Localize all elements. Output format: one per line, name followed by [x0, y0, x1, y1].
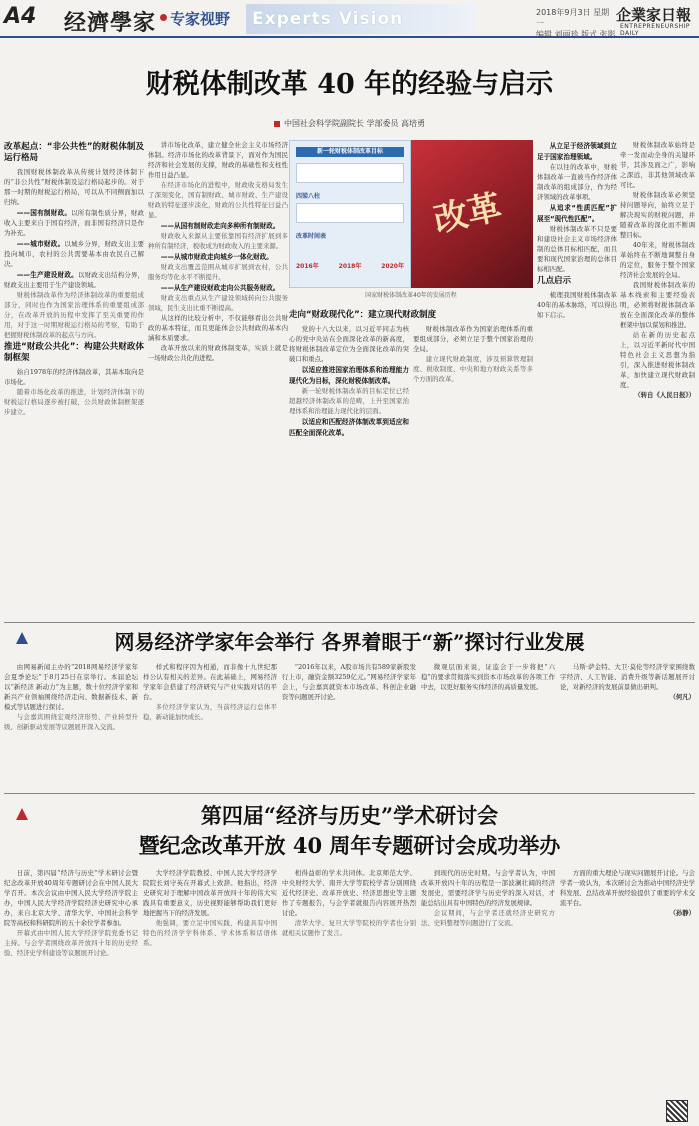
section-dot-icon	[160, 14, 167, 21]
article3-col4	[421, 868, 555, 1122]
filler-text: 与会嘉宾围绕宏观经济形势、产业转型升级、创新驱动发展等议题展开深入交流。	[4, 713, 138, 731]
article3-body	[4, 868, 695, 1122]
paragraph: 从这样的比较分析中，不仅能够看出公共财政的基本特征，而且更能体会公共财政的基本内涵和本质要求。	[148, 314, 288, 342]
article3-col1	[4, 868, 138, 1122]
qr-code-icon[interactable]	[666, 1100, 688, 1122]
article3-col3	[282, 868, 416, 1122]
article1-subhead-2: 推进“财政公共化”：构建公共财政体制框架	[4, 342, 144, 363]
issue-date: 2018年9月3日 星期一	[536, 8, 610, 28]
paragraph: 样式和程序因为相通，而非像十九世纪那样公认有相关的差异。在此基础上，网易经济学家年会搭建了经济研究与产业实践对话的平台。	[143, 663, 277, 701]
filler-text: 随着市场化改革的推进，计划经济体制下的财税运行格局逐步被打破，公共财政体制框架逐步建立。	[4, 388, 144, 416]
infographic-box	[296, 203, 404, 223]
lead-phrase: ——从国有制财政走向多种所有制财政。	[160, 222, 280, 230]
article3-headline-2: 暨纪念改革开放 40 周年专题研讨会成功举办	[138, 833, 561, 858]
divider	[4, 793, 695, 794]
article3-source: （孙静）	[669, 909, 695, 917]
infographic-subtitle-1: 四梁八柱	[296, 193, 321, 200]
lead-phrase: 从立足于经济领域到立足于国家治理领域。	[537, 142, 617, 161]
article1-col5	[620, 140, 695, 618]
filler-text: 在经济市场化的进程中，财政收支格局发生了深刻变化，国有制财政、城市财政、生产建设财政的特征逐步淡化，财政的公共性特征日益凸显。	[148, 181, 288, 219]
filler-text: 财政收入来源从主要依靠国有经济扩展到多种所有制经济，税收成为财政收入的主要来源。	[148, 232, 288, 250]
page-number: A4	[4, 4, 37, 29]
lead-phrase: 以适应推进国家治理体系和治理能力现代化为目标，深化财税体制改革。	[289, 366, 409, 385]
article3-headline-1: 第四届“经济与历史”学术研讨会	[200, 803, 499, 828]
paragraph: 相得益彰的学术共同体。北京师范大学、中央财经大学、南开大学等院校学者分别围绕近代经济史、改革开放史、经济思想史等主题作了专题报告，与会学者就报告内容展开热烈讨论。	[282, 869, 416, 917]
filler-text: 新一轮财税体制改革的目标定位已经超越经济体制改革的范畴，上升至国家治理体系和治理能力现代化的层面。	[289, 387, 409, 415]
article2-source: （何凡）	[669, 693, 695, 701]
paragraph: 改革开放以来的财政体制变革，实质上就是一场财政公共化的进程。	[148, 344, 288, 362]
paragraph: 财税体制改革不只是要和建设社会主义市场经济体制的总体目标相匹配，而且要和现代国家治理的总体目标相匹配。	[537, 225, 617, 273]
article2-col5	[560, 662, 695, 787]
article1-subhead-4: 几点启示	[537, 276, 572, 286]
article1-col4	[537, 140, 617, 618]
timeline-year: 2016年	[296, 263, 319, 270]
article2-col2	[143, 662, 277, 787]
article1-headline: 财税体制改革 40 年的经验与启示	[145, 69, 554, 100]
paragraph: 以财政支出结构分界，财政支出主要用于生产建设领域。	[4, 271, 144, 289]
photo-lettering: 改革	[430, 187, 506, 241]
article2-body	[4, 662, 695, 787]
filler-text: 财政支出覆盖范围从城市扩展到农村，公共服务均等化水平不断提升。	[148, 263, 288, 281]
article1-source: （转自《人民日报》）	[634, 391, 695, 399]
lead-phrase: ——从生产建设财政走向公共服务财政。	[160, 284, 280, 292]
paragraph: 大学经济学院教授、中国人民大学经济学院院长刘守英在开幕式上致辞。他指出，经济史研究对于理解中国改革开放四十年的伟大实践具有重要意义，历史视野能够帮助我们更好地把握当下的经济发展。	[143, 869, 277, 917]
filler-text: 财税体制改革作为经济体制改革的重要组成部分，同时也作为国家治理体系的重要组成部分，在改革开放的历程中发挥了至关重要的作用，对于这一时期财税运行格局的考察，有助于把握财税体制改革的起点与方向。	[4, 291, 144, 339]
paragraph: 微观层面来说，证监会于一步将把“六稳”的要求贯彻落实到资本市场改革的各项工作中去，以更好服务实体经济的高质量发展。	[421, 663, 555, 691]
article3-col2	[143, 868, 277, 1122]
paragraph: 到现代的历史时期。与会学者认为，中国改革开放四十年的历程是一部波澜壮阔的经济发展史，需要经济学与历史学的深入对话，才能总结出具有中国特色的经济发展规律。	[421, 869, 555, 907]
infographic-box	[296, 163, 404, 183]
article2-col4	[421, 662, 555, 787]
filler-text: 开幕式由中国人民大学经济学院党委书记主持。与会学者围绕改革开放四十年的历史经验、经济史学科建设等议题展开讨论。	[4, 929, 138, 957]
filler-text: 多位经济学家认为，当前经济运行总体平稳，新动能加快成长。	[143, 703, 277, 721]
timeline-year: 2018年	[338, 263, 362, 270]
article1-col1	[4, 140, 144, 618]
lead-phrase: 从追求“性质匹配”扩展至“现代性匹配”。	[537, 204, 617, 223]
column-name: 经濟學家	[64, 10, 157, 36]
newspaper-logo-en: ENTREPRENEURSHIP DAILY	[620, 23, 691, 37]
paragraph: 在以往的改革中，财税体制改革一直被当作经济体制改革的组成部分，作为经济领域的改革事项。	[537, 163, 617, 201]
paragraph: “2016年以来，A股市场共有589家新股发行上市，融资金额3259亿元。”网易经济学家年会上，与会嘉宾就资本市场改革、科创企业融资等问题展开讨论。	[282, 663, 416, 701]
paragraph: 40年来，财税体制改革始终在不断地调整自身的定位，服务于整个国家经济社会发展的全局。	[620, 241, 695, 279]
filler-text: 会议期间，与会学者还就经济史研究方法、史料整理等问题进行了交流。	[421, 909, 555, 927]
paragraph: 以所有制性质分界，财政收入主要来自于国有经济，而非国有经济只是作为补充。	[4, 209, 144, 237]
masthead	[0, 0, 699, 38]
article2-col1	[4, 662, 138, 787]
paragraph: 我国财税体制改革的基本线索和主要经验表明，必须将财税体制改革放在全面深化改革的整体框架中加以谋划和推进。	[620, 281, 695, 329]
infographic-subtitle-2: 改革时间表	[296, 233, 327, 240]
lead-phrase: ——国有制财政。	[16, 209, 72, 217]
filler-text: 他强调，要立足中国实践，构建具有中国特色的经济学学科体系、学术体系和话语体系。	[143, 919, 277, 947]
issue-meta	[536, 7, 616, 40]
paragraph: 财税体制改革始终是牵一发而动全身的关键环节，其涉及面之广，影响之深远，非其他领域改革可比。	[620, 141, 695, 189]
article1-col2	[148, 140, 288, 618]
paragraph: 日前，第四届“经济与历史”学术研讨会暨纪念改革开放40周年专题研讨会在中国人民大学召开。本次会议由中国人民大学经济学院主办，中国人民大学经济学院经济史研究中心承办，来自北京大学、清华大学、中国社会科学院等高校和科研院所的五十余位学者参加。	[4, 869, 138, 927]
article1-photo	[411, 140, 533, 288]
issue-editors: 编辑 刘丽珍 版式 张影	[536, 30, 616, 39]
article3-col5	[560, 868, 695, 1122]
paragraph: 方面的重大理论与现实问题展开讨论。与会学者一致认为，本次研讨会为推动中国经济史学科发展、总结改革开放经验提供了重要的学术交流平台。	[560, 869, 695, 907]
newspaper-logo: 企業家日報	[616, 6, 692, 24]
infographic-timeline	[296, 261, 404, 270]
paragraph: 站在新的历史起点上，以习近平新时代中国特色社会主义思想为指引，深入推进财税体制改革，加快建立现代财政制度。	[620, 331, 695, 389]
article1-subhead-1: 改革起点：“非公共性”的财税体制及运行格局	[4, 142, 144, 163]
paragraph: 党的十八大以来，以习近平同志为核心的党中央站在全面深化改革的新高度，将财税体制改革定位为全面深化改革的突破口和重点。	[289, 325, 409, 363]
paragraph: 马斯·萨金特、大卫·莫伦等经济学家围绕数字经济、人工智能、消费升级等新话题展开讨论，对新经济的发展前景做出研判。	[560, 663, 695, 691]
article1-infographic	[289, 140, 411, 288]
paragraph: 财税体制改革必须坚持问题导向，始终立足于解决现实的财税问题，并随着改革的深化而不断调整目标。	[620, 191, 695, 239]
paragraph: 财税体制改革作为国家治理体系的重要组成部分，必须立足于整个国家治理的全局。	[413, 325, 533, 353]
filler-text: 建立现代财政制度，涉及预算管理制度、税收制度、中央和地方财政关系等多个方面的改革。	[413, 355, 533, 383]
article2-headline: 网易经济学家年会举行 各界着眼于“新”探讨行业发展	[114, 630, 585, 654]
section-title-zh: 专家视野	[170, 10, 231, 28]
article2-col3	[282, 662, 416, 787]
filler-text: 清华大学、复旦大学等院校的学者也分别就相关议题作了发言。	[282, 919, 416, 937]
lead-phrase: ——从城市财政走向城乡一体化财政。	[160, 253, 273, 261]
paragraph: 讲市场化改革，建立健全社会主义市场经济体制。经济市场化的改革背景下，面对作为国民经济和社会发展的支撑，财政的基础性和支柱性作用日益凸显。	[148, 141, 288, 179]
paragraph: 由网易新闻主办的“2018网易经济学家年会夏季论坛”于8月25日在京举行。本届论坛以“新经济 新动力”为主题，数十位经济学家和新兴产业领袖围绕经济走向、数据新技术、新模式等话题进行探讨。	[4, 663, 138, 711]
paragraph: 我国财税体制改革从传统计划经济体制下的“非公共性”财税体制及运行格局起步的。对于那一时期的财税运行格局，可以从不同侧面加以归纳。	[4, 168, 144, 206]
article1-subhead-3: 走向“财政现代化”：建立现代财政制度	[289, 310, 437, 320]
filler-text: 财政支出重点从生产建设领域转向公共服务领域，民生支出比重不断提高。	[148, 294, 288, 312]
paragraph: 始自1978年的经济体制改革，其基本取向是市场化。	[4, 368, 144, 386]
section-title-en: Experts Vision	[252, 9, 404, 29]
paragraph: 以城乡分界，财政支出主要投向城市，农村的公共需要基本由农民自己解决。	[4, 240, 144, 268]
divider	[4, 622, 695, 623]
article1-byline: 中国社会科学院副院长 学部委员 高培勇	[0, 118, 699, 129]
lead-phrase: 以适应和匹配经济体制改革到适应和匹配全面深化改革。	[289, 418, 409, 437]
lead-phrase: ——城市财政。	[16, 240, 65, 248]
photo-caption: 国家财税体制改革40年的发展历程	[365, 292, 457, 299]
paragraph: 梳理我国财税体制改革40年的基本脉络，可以得出如下启示。	[537, 291, 617, 319]
infographic-title: 新一轮财税体制改革目标	[296, 147, 404, 157]
timeline-year: 2020年	[381, 263, 404, 270]
lead-phrase: ——生产建设财政。	[16, 271, 79, 279]
